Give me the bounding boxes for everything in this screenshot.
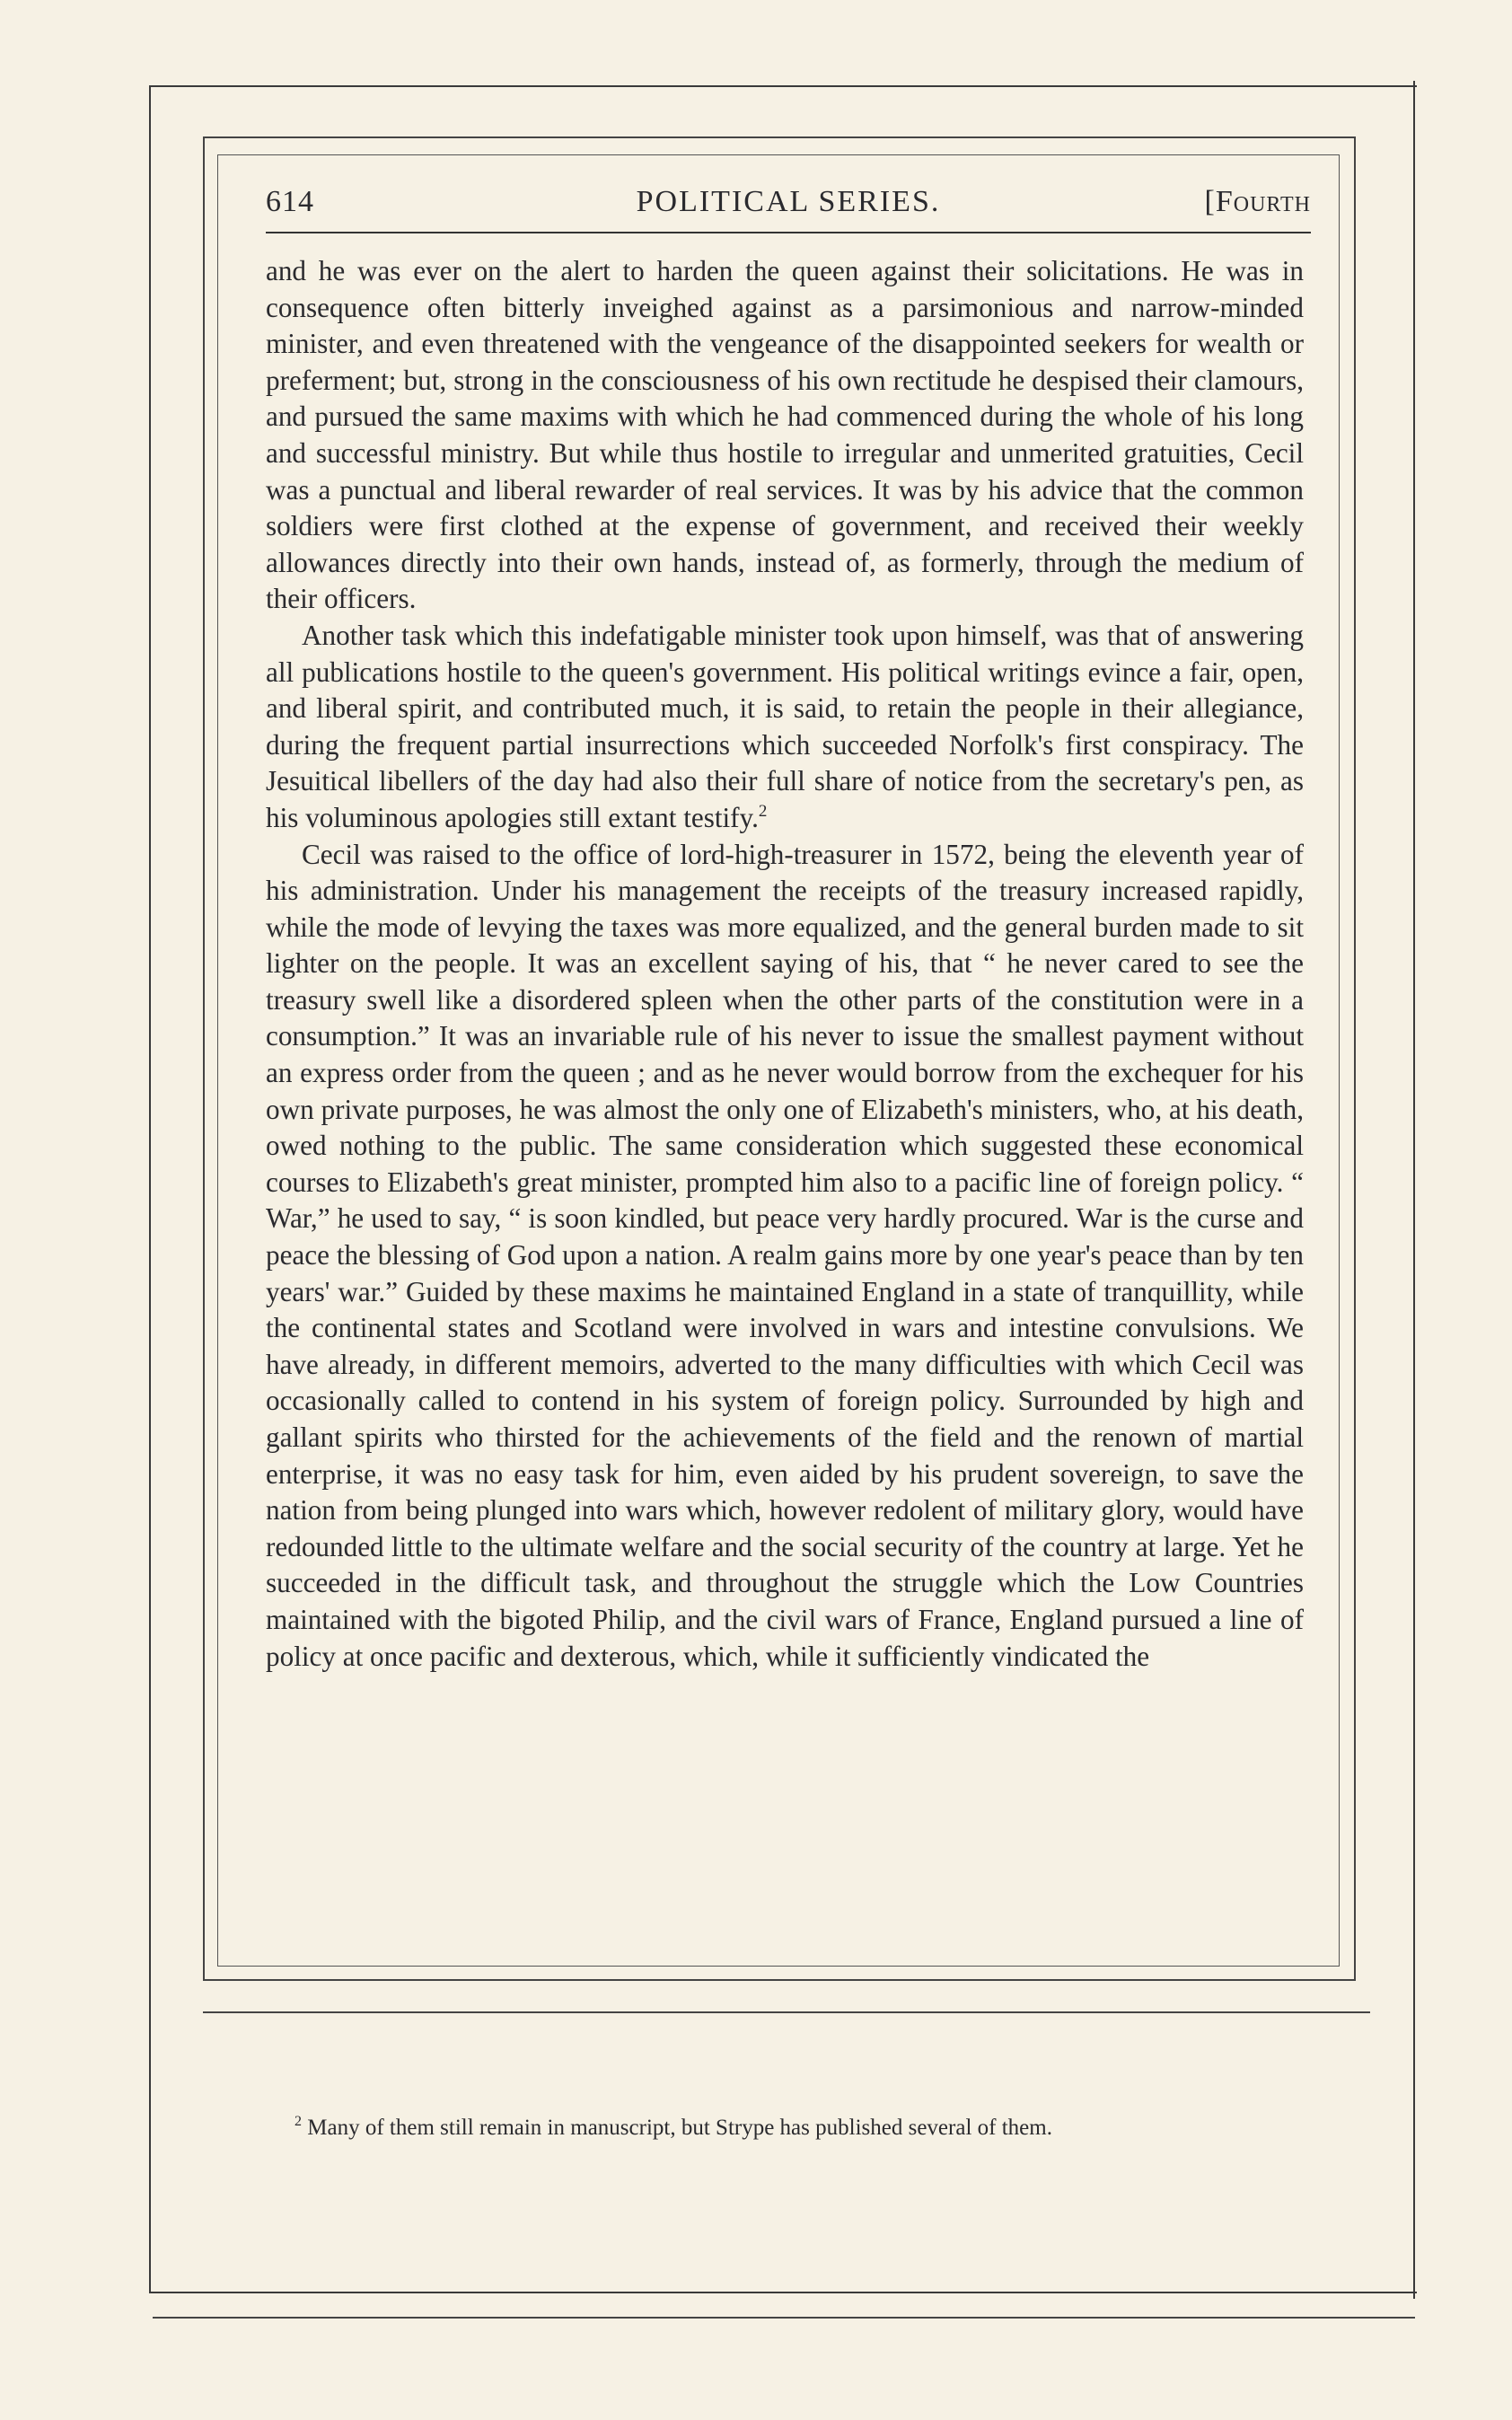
paragraph-2-text: Another task which this indefatigable minister took upon himself, was that of answering all publications hostile to the queen's government. His political writings evince a fair, open, and liberal spirit, and contributed much, it is said, to retain the people in their allegiance, during the frequent partial insurrections which succeeded Norfolk's first conspiracy. The Jesuitical libellers of the day had also their full share of notice from the secretary's pen, as his voluminous apologies still extant testify. <box>266 619 1304 833</box>
footnote-text: Many of them still remain in manuscript, but Strype has published several of them. <box>307 2116 1052 2140</box>
paragraph-3: Cecil was raised to the office of lord-high-treasurer in 1572, being the eleventh year of his administration. Under his management the receipts of the treasury increased rapidly, while the mode of levying the taxes was more equalized, and the general burden made to sit lighter on the people. It was an excellent saying of his, that “ he never cared to see the treasury swell like a disordered spleen when the other parts of the constitution were in a consumption.” It was an invariable rule of his never to issue the smallest payment without an express order from the queen ; and as he never would borrow from the exchequer for his own private purposes, he was almost the only one of Elizabeth's ministers, who, at his death, owed nothing to the public. The same consideration which suggested these economical courses to Elizabeth's great minister, prompted him also to a pacific line of foreign policy. “ War,” he used to say, “ is soon kindled, but peace very hardly procured. War is the curse and peace the blessing of God upon a nation. A realm gains more by one year's peace than by ten years' war.” Guided by these maxims he maintained England in a state of tranquillity, while the continental states and Scotland were involved in wars and intestine convulsions. We have already, in different memoirs, adverted to the many difficulties with which Cecil was occasionally called to contend in his system of foreign policy. Surrounded by high and gallant spirits who thirsted for the achievements of the field and the renown of martial enterprise, it was no easy task for him, even aided by his prudent sovereign, to save the nation from being plunged into wars which, however redolent of military glory, would have redounded little to the ultimate welfare and the social security of the country at large. Yet he succeeded in the difficult task, and throughout the struggle which the Low Countries maintained with the bigoted Philip, and the civil wars of France, England pursued a line of policy at once pacific and dexterous, which, while it sufficiently vindicated the <box>266 838 1304 1672</box>
footnote <box>294 2114 1300 2143</box>
bottom-rule <box>203 2011 1370 2013</box>
running-title: POLITICAL SERIES. <box>636 185 941 218</box>
running-header <box>266 185 1311 221</box>
bottom-rule-lower <box>153 2317 1415 2319</box>
paragraph-1: and he was ever on the alert to harden the queen against their solicitations. He was in consequence often bitterly inveighed against as a parsimonious and narrow-minded minister, and even threatened with the vengeance of the disappointed seekers for wealth or preferment; but, strong in the consciousness of his own rectitude he despised their clamours, and pursued the same maxims with which he had commenced during the whole of his long and successful ministry. But while thus hostile to irregular and unmerited gratuities, Cecil was a punctual and liberal rewarder of real services. It was by his advice that the common soldiers were first clothed at the expense of government, and received their weekly allowances directly into their own hands, instead of, as formerly, through the medium of their officers. <box>266 255 1304 615</box>
page-number: 614 <box>266 185 314 218</box>
header-rule <box>266 232 1311 233</box>
section-label: [Fourth <box>1204 185 1311 218</box>
page-frame-right-edge <box>1413 81 1415 2299</box>
footnote-reference: 2 <box>758 801 768 821</box>
footnote-marker: 2 <box>294 2114 302 2129</box>
body-text <box>266 253 1304 1675</box>
paragraph-2 <box>266 618 1304 837</box>
